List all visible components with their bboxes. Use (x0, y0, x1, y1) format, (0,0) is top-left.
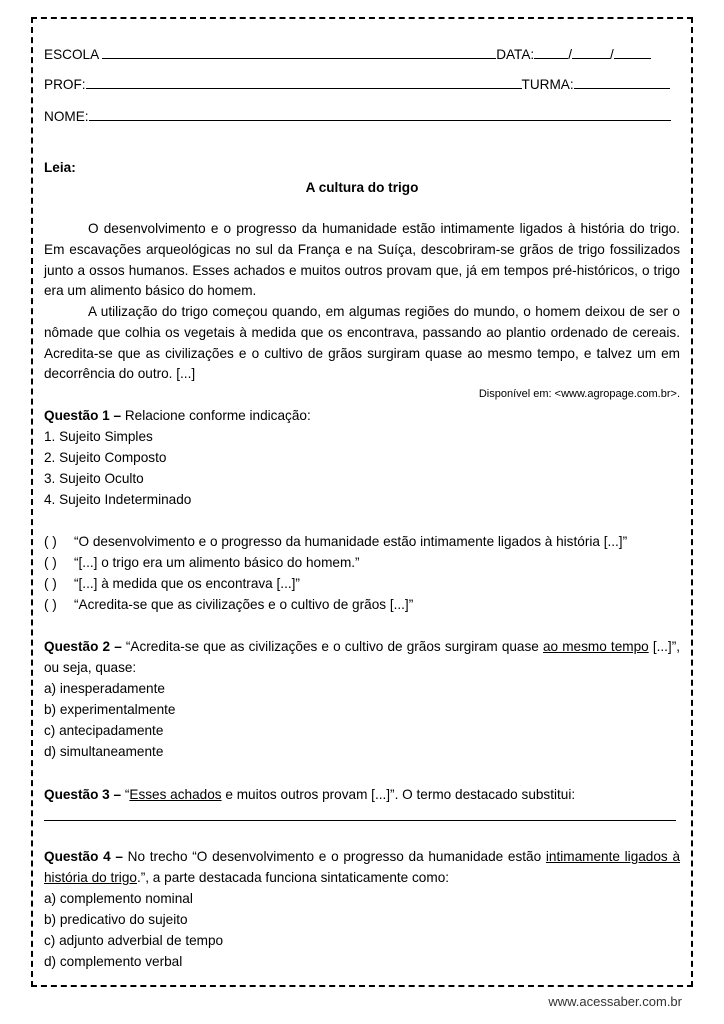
answer-blank[interactable]: ( ) (44, 597, 57, 612)
question-4-text: No trecho “O desenvolvimento e o progresso da humanidade estão (122, 849, 546, 864)
reading-prompt: Leia: (44, 160, 76, 175)
question-1-item (44, 552, 680, 573)
question-2-option: a) inesperadamente (44, 681, 165, 696)
class-label: TURMA: (521, 77, 574, 92)
question-1-item (44, 531, 680, 552)
name-line (44, 105, 680, 126)
question-2-option: c) antecipadamente (44, 723, 164, 738)
reading-title: A cultura do trigo (305, 180, 419, 195)
date-separator: / (609, 47, 614, 62)
question-3-quote: “ (121, 787, 130, 802)
question-4-text-end: .”, a parte destacada funciona sintaticamente como: (136, 869, 450, 885)
footer-site: www.acessaber.com.br (548, 994, 682, 1009)
reading-source: Disponível em: <www.agropage.com.br>. (478, 388, 680, 400)
date-year-field[interactable] (614, 43, 651, 59)
question-2-prompt (44, 637, 680, 679)
class-field[interactable] (574, 73, 670, 89)
date-day-field[interactable] (534, 43, 568, 59)
reading-paragraph-2: A utilização do trigo começou quando, em algumas regiões do mundo, o homem deixou de ser o nômade que colhia os vegetais à medida que os encontrava, passando ao plantio ordenado de cereais. Acredita-se que as civilizações e o cultivo de grãos surgiram quase ao mesmo tempo, e talvez um em decorrência do outro. [...] (44, 304, 680, 382)
teacher-line (44, 73, 680, 94)
question-3-prompt (44, 784, 680, 805)
question-1-item-text: “[...] à medida que os encontrava [...]” (74, 576, 300, 591)
name-field[interactable] (89, 105, 671, 121)
question-3-highlight: Esses achados (129, 787, 222, 802)
teacher-field[interactable] (86, 73, 522, 89)
question-1-item-text: “O desenvolvimento e o progresso da humanidade estão intimamente ligados à história [...]” (74, 534, 628, 549)
question-1-option: 3. Sujeito Oculto (44, 471, 144, 486)
question-4-option: c) adjunto adverbial de tempo (44, 933, 224, 948)
question-1-item-text: “Acredita-se que as civilizações e o cultivo de grãos [...]” (74, 597, 414, 612)
question-1-text: Relacione conforme indicação: (121, 408, 311, 423)
teacher-label: PROF: (44, 77, 86, 92)
question-1-prompt (44, 405, 680, 426)
question-2-option: b) experimentalmente (44, 702, 176, 717)
question-2-text-end: [...]”, ou seja, quase: (44, 639, 681, 675)
question-4-option: d) complemento verbal (44, 954, 183, 969)
question-3-answer-line[interactable] (44, 820, 676, 821)
question-4-highlight: intimamente ligados à história do trigo (44, 849, 681, 885)
answer-blank[interactable]: ( ) (44, 576, 57, 591)
date-label: DATA: (496, 47, 535, 62)
question-2-text: “Acredita-se que as civilizações e o cultivo de grãos surgiram quase (121, 639, 543, 654)
question-4-label: Questão 4 – (44, 849, 123, 864)
question-4-option: b) predicativo do sujeito (44, 912, 188, 927)
question-3-label: Questão 3 – (44, 787, 122, 802)
date-separator: / (568, 47, 572, 62)
school-field[interactable] (102, 43, 496, 59)
question-2-highlight: ao mesmo tempo (542, 639, 649, 654)
name-label: NOME: (44, 109, 89, 124)
school-line (44, 43, 680, 64)
question-1-item (44, 573, 680, 594)
question-3-text-end: e muitos outros provam [...]”. O termo destacado substitui: (221, 787, 576, 802)
school-label: ESCOLA (44, 47, 99, 62)
question-4-prompt (44, 847, 680, 889)
answer-blank[interactable]: ( ) (44, 534, 57, 549)
question-4-option: a) complemento nominal (44, 891, 193, 906)
answer-blank[interactable]: ( ) (44, 555, 57, 570)
reading-paragraph-1: O desenvolvimento e o progresso da humanidade estão intimamente ligados à história do trigo. Em escavações arqueológicas no sul da França e na Suíça, descobriram-se grãos de trigo fossilizados junto a ossos humanos. Esses achados e muitos outros provam que, já em tempos pré-históricos, o trigo era um alimento básico do homem. (44, 221, 680, 299)
question-2-option: d) simultaneamente (44, 744, 164, 759)
question-2-label: Questão 2 – (44, 639, 122, 654)
question-1-item (44, 594, 680, 615)
question-1-option: 2. Sujeito Composto (44, 450, 167, 465)
question-1-option: 1. Sujeito Simples (44, 429, 153, 444)
date-month-field[interactable] (572, 43, 610, 59)
question-1-label: Questão 1 – (44, 408, 122, 423)
question-1-item-text: “[...] o trigo era um alimento básico do homem.” (74, 555, 360, 570)
question-1-option: 4. Sujeito Indeterminado (44, 492, 192, 507)
